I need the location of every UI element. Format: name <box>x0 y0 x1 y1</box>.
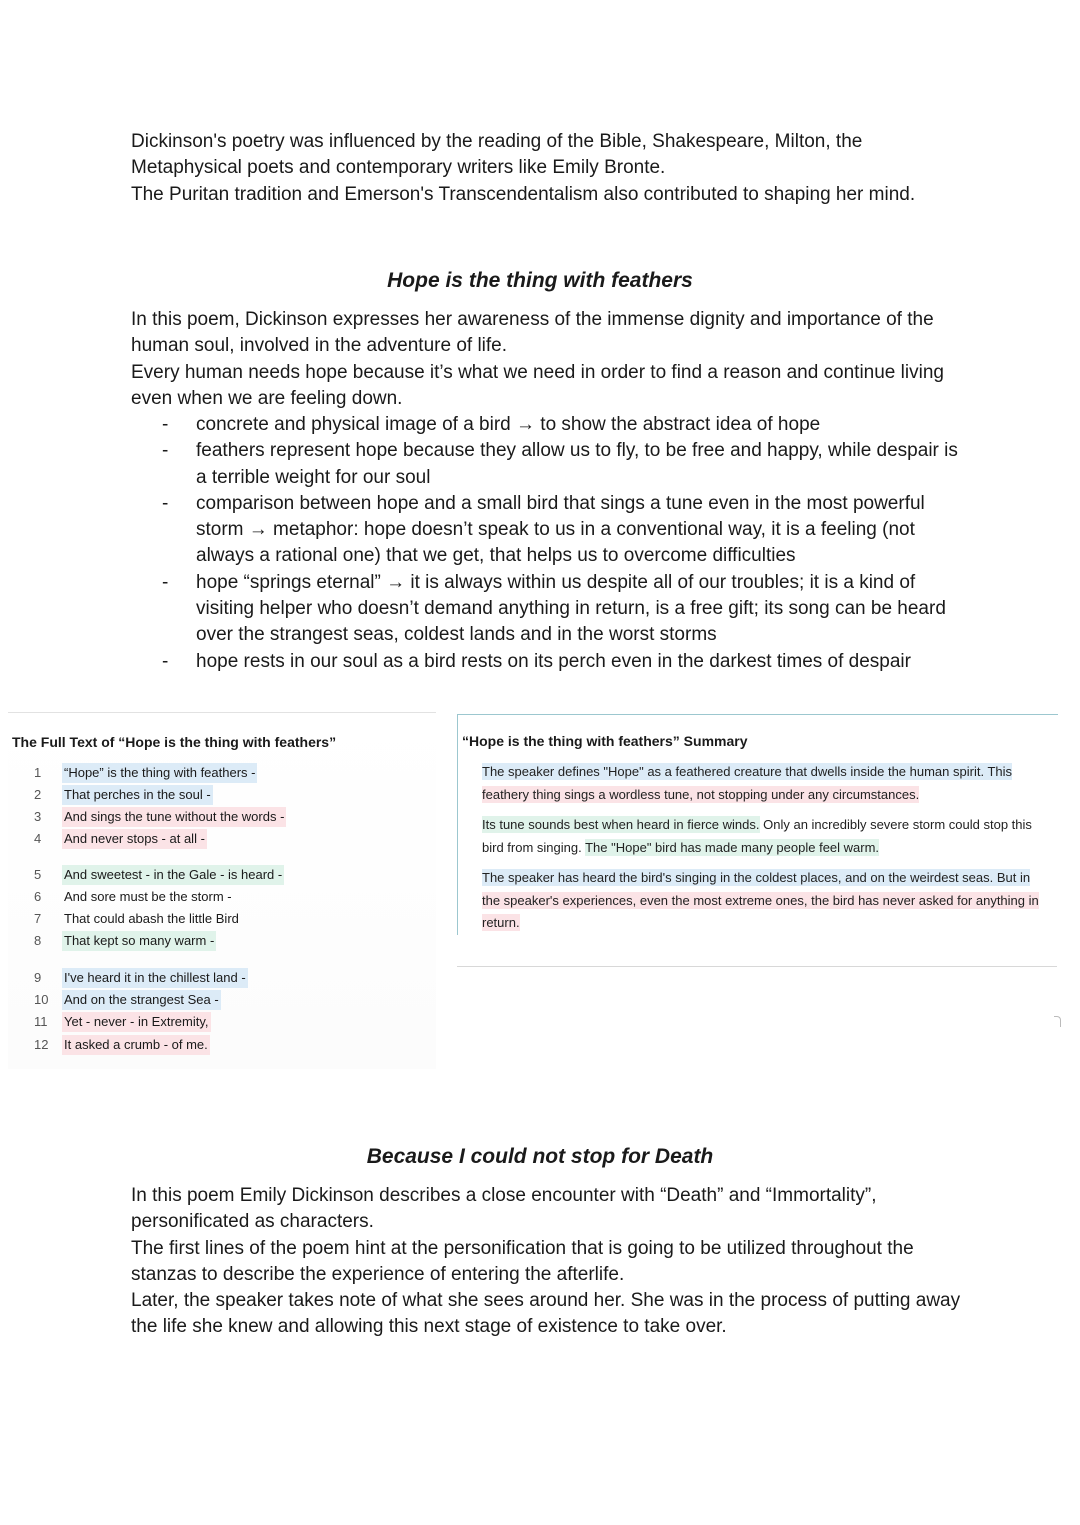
summary-text: The speaker defines "Hope" as a feathered creature that dwells inside the human spirit. This <box>482 764 1013 779</box>
hope-poem-title: Hope is the thing with feathers <box>387 269 693 292</box>
hope-paragraph: In this poem, Dickinson expresses her awareness of the immense dignity and importance of the human soul, involved in the adventure of life. <box>131 309 934 357</box>
bullet-item: - hope “springs eternal” → it is always within us despite all of our troubles; it is a kind of visiting helper who doesn’t demand anything in return, is a free gift; its song can be heard over the strangest seas, coldest lands and in the worst storms <box>131 570 961 649</box>
line-text: And on the strangest Sea - <box>62 990 221 1010</box>
summary-text: The "Hope" bird has made many people feel warm. <box>585 839 880 855</box>
death-paragraph: Later, the speaker takes note of what she sees around her. She was in the process of putting away the life she knew and allowing this next stage of existence to take over. <box>131 1290 961 1338</box>
summary-text: Its tune sounds best when heard in fierce winds. <box>482 817 760 832</box>
intro-paragraph <box>131 129 961 208</box>
bullet-item: - hope rests in our soul as a bird rests on its perch even in the darkest times of despair <box>131 649 961 675</box>
scroll-corner-icon <box>1054 1016 1061 1027</box>
line-text: That perches in the soul - <box>62 785 213 805</box>
full-text-title: The Full Text of “Hope is the thing with feathers” <box>12 734 337 750</box>
line-number: 9 <box>34 970 42 985</box>
divider <box>457 966 1057 967</box>
line-text: It asked a crumb - of me. <box>62 1035 210 1055</box>
summary-paragraph <box>482 867 1057 935</box>
summary-title: “Hope is the thing with feathers” Summary <box>462 733 748 749</box>
hope-bullet-list <box>131 412 961 675</box>
line-text: And sweetest - in the Gale - is heard - <box>62 865 284 885</box>
death-poem-title: Because I could not stop for Death <box>366 1145 714 1168</box>
embedded-screenshot <box>8 712 1060 1072</box>
summary-paragraph <box>482 761 1057 806</box>
death-paragraph: In this poem Emily Dickinson describes a close encounter with “Death” and “Immortality”, personificated as characters. <box>131 1185 877 1233</box>
death-paragraph: The first lines of the poem hint at the personification that is going to be utilized throughout the stanzas to describe the experience of entering the afterlife. <box>131 1237 914 1285</box>
line-number: 2 <box>34 787 42 802</box>
intro-line: The Puritan tradition and Emerson's Transcendentalism also contributed to shaping her mind. <box>131 183 916 205</box>
full-text-panel <box>8 712 436 1069</box>
line-number: 8 <box>34 933 42 948</box>
bullet-item: - feathers represent hope because they allow us to fly, to be free and happy, while despair is a terrible weight for our soul <box>131 438 961 491</box>
line-number: 3 <box>34 809 42 824</box>
line-number: 10 <box>34 992 49 1007</box>
line-number: 7 <box>34 911 42 926</box>
line-number: 5 <box>34 867 42 882</box>
line-number: 11 <box>34 1014 48 1029</box>
line-text: That could abash the little Bird <box>64 911 239 926</box>
intro-line: Dickinson's poetry was influenced by the reading of the Bible, Shakespeare, Milton, the Metaphysical poets and contemporary writers like Emily Bronte. <box>131 131 863 179</box>
summary-text: feathery thing sings a wordless tune, not stopping under any circumstances. <box>482 786 920 802</box>
line-text: Yet - never - in Extremity, <box>62 1012 211 1032</box>
line-number: 12 <box>34 1037 49 1052</box>
summary-paragraph <box>482 814 1057 859</box>
line-text: I've heard it in the chillest land - <box>62 968 248 988</box>
line-text: “Hope” is the thing with feathers - <box>62 763 257 783</box>
bullet-item: - concrete and physical image of a bird → to show the abstract idea of hope <box>131 412 961 438</box>
line-text: That kept so many warm - <box>62 931 216 951</box>
line-number: 1 <box>34 765 42 780</box>
summary-text: The speaker has heard the bird's singing in the coldest places, and on the weirdest seas. But in <box>482 870 1031 885</box>
bullet-item: - comparison between hope and a small bird that sings a tune even in the most powerful storm → metaphor: hope doesn’t speak to us in a conventional way, it is a feeling (not always a rational one) that we get, that helps us to overcome difficulties <box>131 491 961 570</box>
line-text: And sings the tune without the words - <box>62 807 286 827</box>
hope-intro <box>131 307 961 412</box>
hope-paragraph: Every human needs hope because it’s what we need in order to find a reason and continue living even when we are feeling down. <box>131 361 944 409</box>
line-number: 4 <box>34 831 42 846</box>
summary-text: Only an incredibly severe storm could stop this <box>763 817 1032 832</box>
line-number: 6 <box>34 889 42 904</box>
summary-text: return. <box>482 915 520 930</box>
summary-text: the speaker's experiences, even the most extreme ones, the bird has never asked for anything in <box>482 892 1039 908</box>
summary-text: bird from singing. <box>482 839 582 855</box>
death-intro <box>131 1183 961 1341</box>
line-text: And never stops - at all - <box>62 829 207 849</box>
line-text: And sore must be the storm - <box>64 889 232 904</box>
